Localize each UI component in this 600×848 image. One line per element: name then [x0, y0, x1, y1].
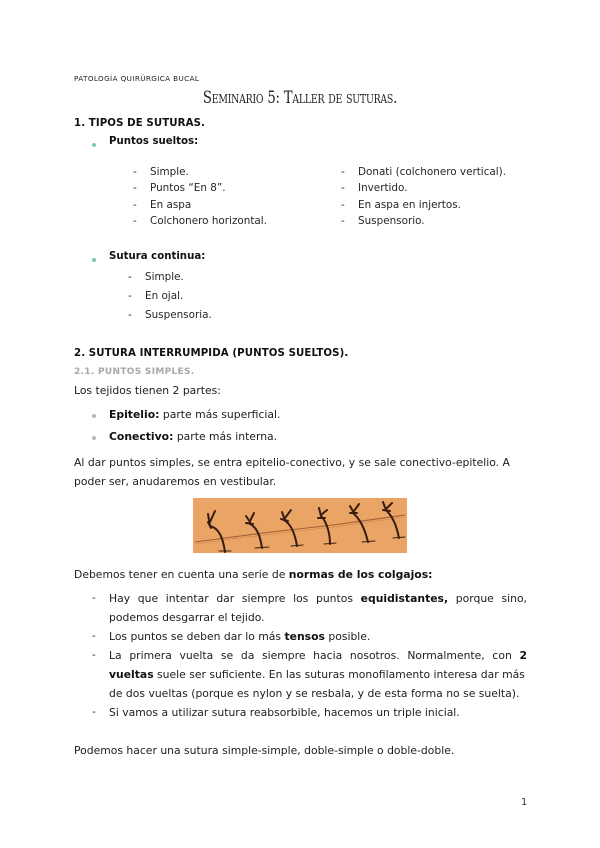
part-epitelio	[109, 408, 280, 421]
list-item: Invertido.	[358, 182, 408, 194]
dash-icon: -	[341, 199, 345, 211]
dash-icon: -	[128, 309, 132, 321]
norm-text: La primera vuelta se da siempre hacia nosotros. Normalmente, con	[109, 649, 520, 662]
dash-icon: -	[341, 215, 345, 227]
norms-intro-text: Debemos tener en cuenta una serie de	[74, 568, 289, 581]
dash-icon: -	[92, 630, 96, 642]
desc-conectivo: parte más interna.	[173, 430, 278, 443]
list-item: En aspa en injertos.	[358, 199, 461, 211]
paragraph-line-1: Al dar puntos simples, se entra epitelio-conectivo, y se sale conectivo-epitelio. A	[74, 456, 510, 469]
norm-3-line-3: de dos vueltas (porque es nylon y se resbala, y de esta forma no se suelta).	[109, 687, 520, 700]
dash-icon: -	[92, 649, 96, 661]
dash-icon: -	[92, 706, 96, 718]
norm-4: Si vamos a utilizar sutura reabsorbible, hacemos un triple inicial.	[109, 706, 460, 719]
term-epitelio: Epitelio:	[109, 408, 160, 421]
dash-icon: -	[133, 182, 137, 194]
document-title: Seminario 5: Taller de suturas.	[202, 88, 398, 108]
dash-icon: -	[133, 199, 137, 211]
norm-bold: 2	[519, 649, 527, 662]
norm-text: Hay que intentar dar siempre los puntos	[109, 592, 361, 605]
dash-icon: -	[92, 592, 96, 604]
norm-text: posible.	[324, 630, 371, 643]
closing-paragraph: Podemos hacer una sutura simple-simple, doble-simple o doble-doble.	[74, 744, 455, 757]
norm-3-line-2	[109, 668, 525, 681]
list-item: Suspensorio.	[358, 215, 425, 227]
dash-icon: -	[133, 166, 137, 178]
list-item: En ojal.	[145, 290, 184, 302]
term-conectivo: Conectivo:	[109, 430, 174, 443]
norm-1-line-2: podemos desgarrar el tejido.	[109, 611, 265, 624]
tissues-intro: Los tejidos tienen 2 partes:	[74, 384, 221, 397]
list-item: Puntos “En 8”.	[150, 182, 226, 194]
dash-icon: -	[341, 166, 345, 178]
bullet-icon	[92, 143, 96, 147]
page-number: 1	[521, 797, 528, 808]
norm-text: suele ser suficiente. En las suturas monofilamento interesa dar más	[153, 668, 525, 681]
norm-bold: vueltas	[109, 668, 154, 681]
norm-text: Los puntos se deben dar lo más	[109, 630, 285, 643]
part-conectivo	[109, 430, 277, 443]
list-item: Simple.	[145, 271, 184, 283]
course-header: PATOLOGÍA QUIRÚRGICA BUCAL	[74, 74, 200, 83]
paragraph-line-2: poder ser, anudaremos en vestibular.	[74, 475, 277, 488]
subsection-heading-puntos-simples: 2.1. PUNTOS SIMPLES.	[74, 367, 195, 377]
bullet-icon	[92, 258, 96, 262]
norm-1-line-1	[109, 592, 527, 605]
norm-text: porque sino,	[448, 592, 527, 605]
dash-icon: -	[133, 215, 137, 227]
bullet-icon	[92, 436, 96, 440]
section-heading-tipos: 1. TIPOS DE SUTURAS.	[74, 118, 205, 129]
suture-illustration-image	[193, 498, 407, 553]
norms-intro-bold: normas de los colgajos:	[288, 568, 433, 581]
list-item: Donati (colchonero vertical).	[358, 166, 507, 178]
suture-drawing-icon	[193, 498, 407, 553]
norms-intro	[74, 568, 432, 581]
dash-icon: -	[128, 271, 132, 283]
dash-icon: -	[341, 182, 345, 194]
norm-2	[109, 630, 370, 643]
list-item: Colchonero horizontal.	[150, 215, 267, 227]
desc-epitelio: parte más superficial.	[159, 408, 281, 421]
norm-bold: equidistantes,	[360, 592, 449, 605]
puntos-sueltos-label: Puntos sueltos:	[109, 136, 199, 147]
list-item: Suspensoria.	[145, 309, 212, 321]
norm-3-line-1	[109, 649, 527, 662]
list-item: En aspa	[150, 199, 192, 211]
section-heading-sutura-interrumpida: 2. SUTURA INTERRUMPIDA (PUNTOS SUELTOS).	[74, 348, 349, 359]
dash-icon: -	[128, 290, 132, 302]
sutura-continua-label: Sutura continua:	[109, 251, 206, 262]
bullet-icon	[92, 414, 96, 418]
norm-bold: tensos	[284, 630, 325, 643]
list-item: Simple.	[150, 166, 189, 178]
